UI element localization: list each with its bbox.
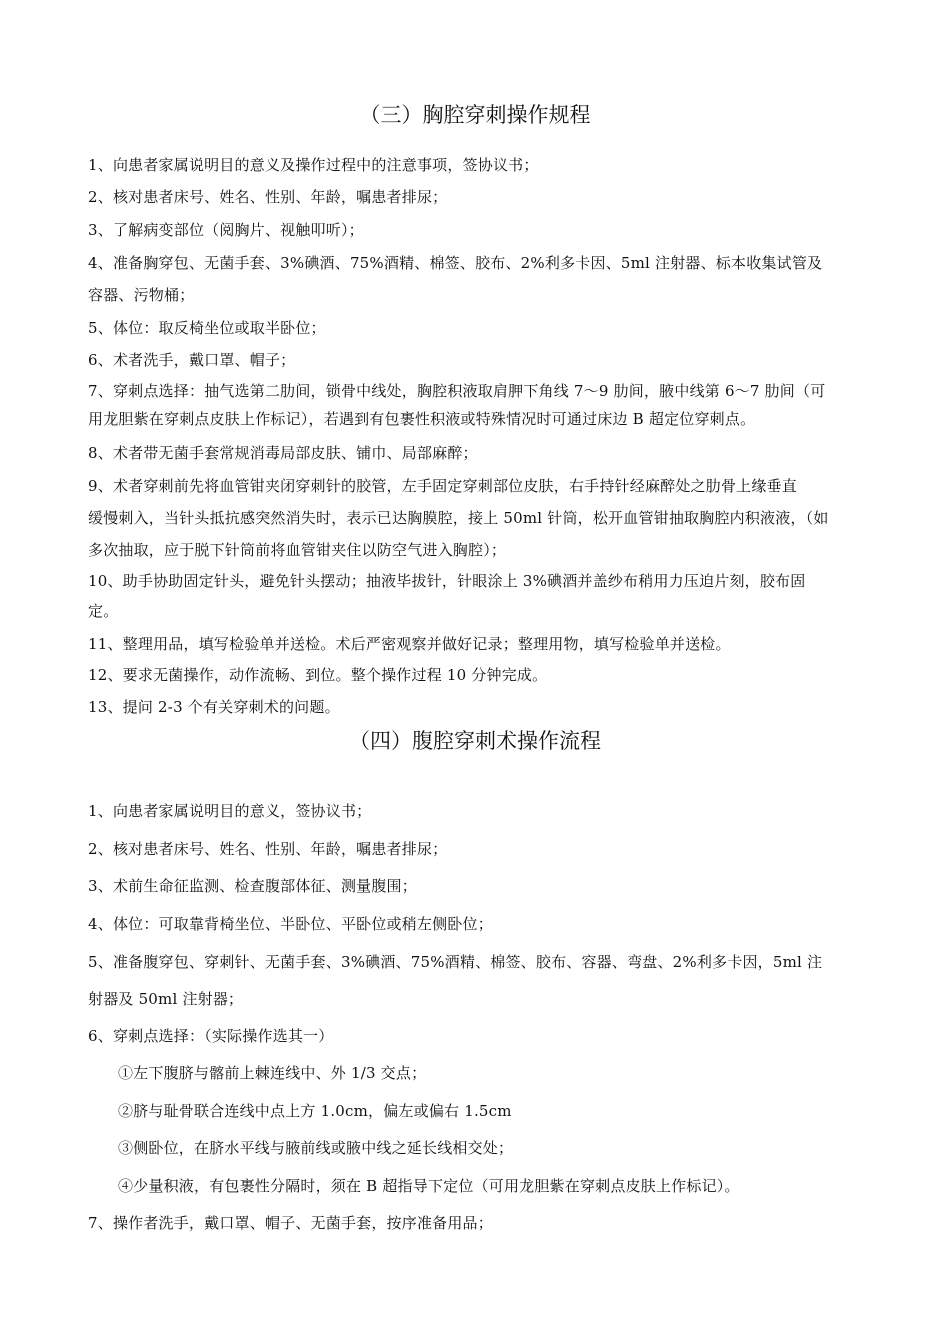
s4-line-5: 5、准备腹穿包、穿刺针、无菌手套、3%碘酒、75%酒精、棉签、胶布、容器、弯盘、2%利多卡因，5ml 注 xyxy=(88,953,823,971)
s3-line-4: 4、准备胸穿包、无菌手套、3%碘酒、75%酒精、棉签、胶布、2%利多卡因、5ml 注射器、标本收集试管及 xyxy=(88,254,823,272)
s4-option-3: ③侧卧位，在脐水平线与腋前线或腋中线之延长线相交处； xyxy=(118,1139,514,1157)
s3-line-3: 3、了解病变部位（阅胸片、视触叩听）； xyxy=(88,221,364,239)
s3-line-10: 10、助手协助固定针头，避免针头摆动；抽液毕拔针，针眼涂上 3%碘酒并盖纱布稍用力压迫片刻，胶布固 xyxy=(88,572,806,590)
s3-line-9-cont-1: 缓慢刺入，当针头抵抗感突然消失时，表示已达胸膜腔，接上 50ml 针筒，松开血管钳抽取胸腔内积液液，（如 xyxy=(88,509,829,527)
s3-line-1: 1、向患者家属说明目的意义及操作过程中的注意事项，签协议书； xyxy=(88,156,539,174)
s4-line-6: 6、穿刺点选择：（实际操作选其一） xyxy=(88,1027,334,1045)
s4-option-1: ①左下腹脐与髂前上棘连线中、外 1/3 交点； xyxy=(118,1064,427,1082)
s3-line-7: 7、穿刺点选择：抽气选第二肋间，锁骨中线处，胸腔积液取肩胛下角线 7～9 肋间，腋中线第 6～7 肋间（可 xyxy=(88,382,826,400)
s4-option-2: ②脐与耻骨联合连线中点上方 1.0cm，偏左或偏右 1.5cm xyxy=(118,1102,512,1120)
s3-line-2: 2、核对患者床号、姓名、性别、年龄，嘱患者排尿； xyxy=(88,188,448,206)
s4-line-7: 7、操作者洗手，戴口罩、帽子、无菌手套，按序准备用品； xyxy=(88,1214,493,1232)
s4-line-3: 3、术前生命征监测、检查腹部体征、测量腹围； xyxy=(88,877,417,895)
section-3-title: （三）胸腔穿刺操作规程 xyxy=(359,103,591,127)
s3-line-9-cont-2: 多次抽取，应于脱下针筒前将血管钳夹住以防空气进入胸腔）； xyxy=(88,541,507,559)
s3-line-8: 8、术者带无菌手套常规消毒局部皮肤、铺巾、局部麻醉； xyxy=(88,444,478,462)
s3-line-13: 13、提问 2-3 个有关穿刺术的问题。 xyxy=(88,698,340,716)
s3-line-12: 12、要求无菌操作，动作流畅、到位。整个操作过程 10 分钟完成。 xyxy=(88,666,548,684)
s3-line-10-cont: 定。 xyxy=(88,602,119,620)
s4-option-4: ④少量积液，有包裹性分隔时，须在 B 超指导下定位（可用龙胆紫在穿刺点皮肤上作标记）。 xyxy=(118,1177,740,1195)
s3-line-9: 9、术者穿刺前先将血管钳夹闭穿刺针的胶管，左手固定穿刺部位皮肤，右手持针经麻醉处之肋骨上缘垂直 xyxy=(88,477,797,495)
s4-line-1: 1、向患者家属说明目的意义，签协议书； xyxy=(88,802,372,820)
s4-line-2: 2、核对患者床号、姓名、性别、年龄，嘱患者排尿； xyxy=(88,840,448,858)
s3-line-7-cont: 用龙胆紫在穿刺点皮肤上作标记），若遇到有包裹性积液或特殊情况时可通过床边 B 超定位穿刺点。 xyxy=(88,410,756,428)
s3-line-5: 5、体位：取反椅坐位或取半卧位； xyxy=(88,319,326,337)
s3-line-11: 11、整理用品，填写检验单并送检。术后严密观察并做好记录；整理用物，填写检验单并送检。 xyxy=(88,635,731,653)
s3-line-6: 6、术者洗手，戴口罩、帽子； xyxy=(88,351,296,369)
section-4-title: （四）腹腔穿刺术操作流程 xyxy=(349,729,601,753)
s4-line-5-cont: 射器及 50ml 注射器； xyxy=(88,990,244,1008)
s3-line-4-cont: 容器、污物桶； xyxy=(88,286,195,304)
s4-line-4: 4、体位：可取靠背椅坐位、半卧位、平卧位或稍左侧卧位； xyxy=(88,915,493,933)
